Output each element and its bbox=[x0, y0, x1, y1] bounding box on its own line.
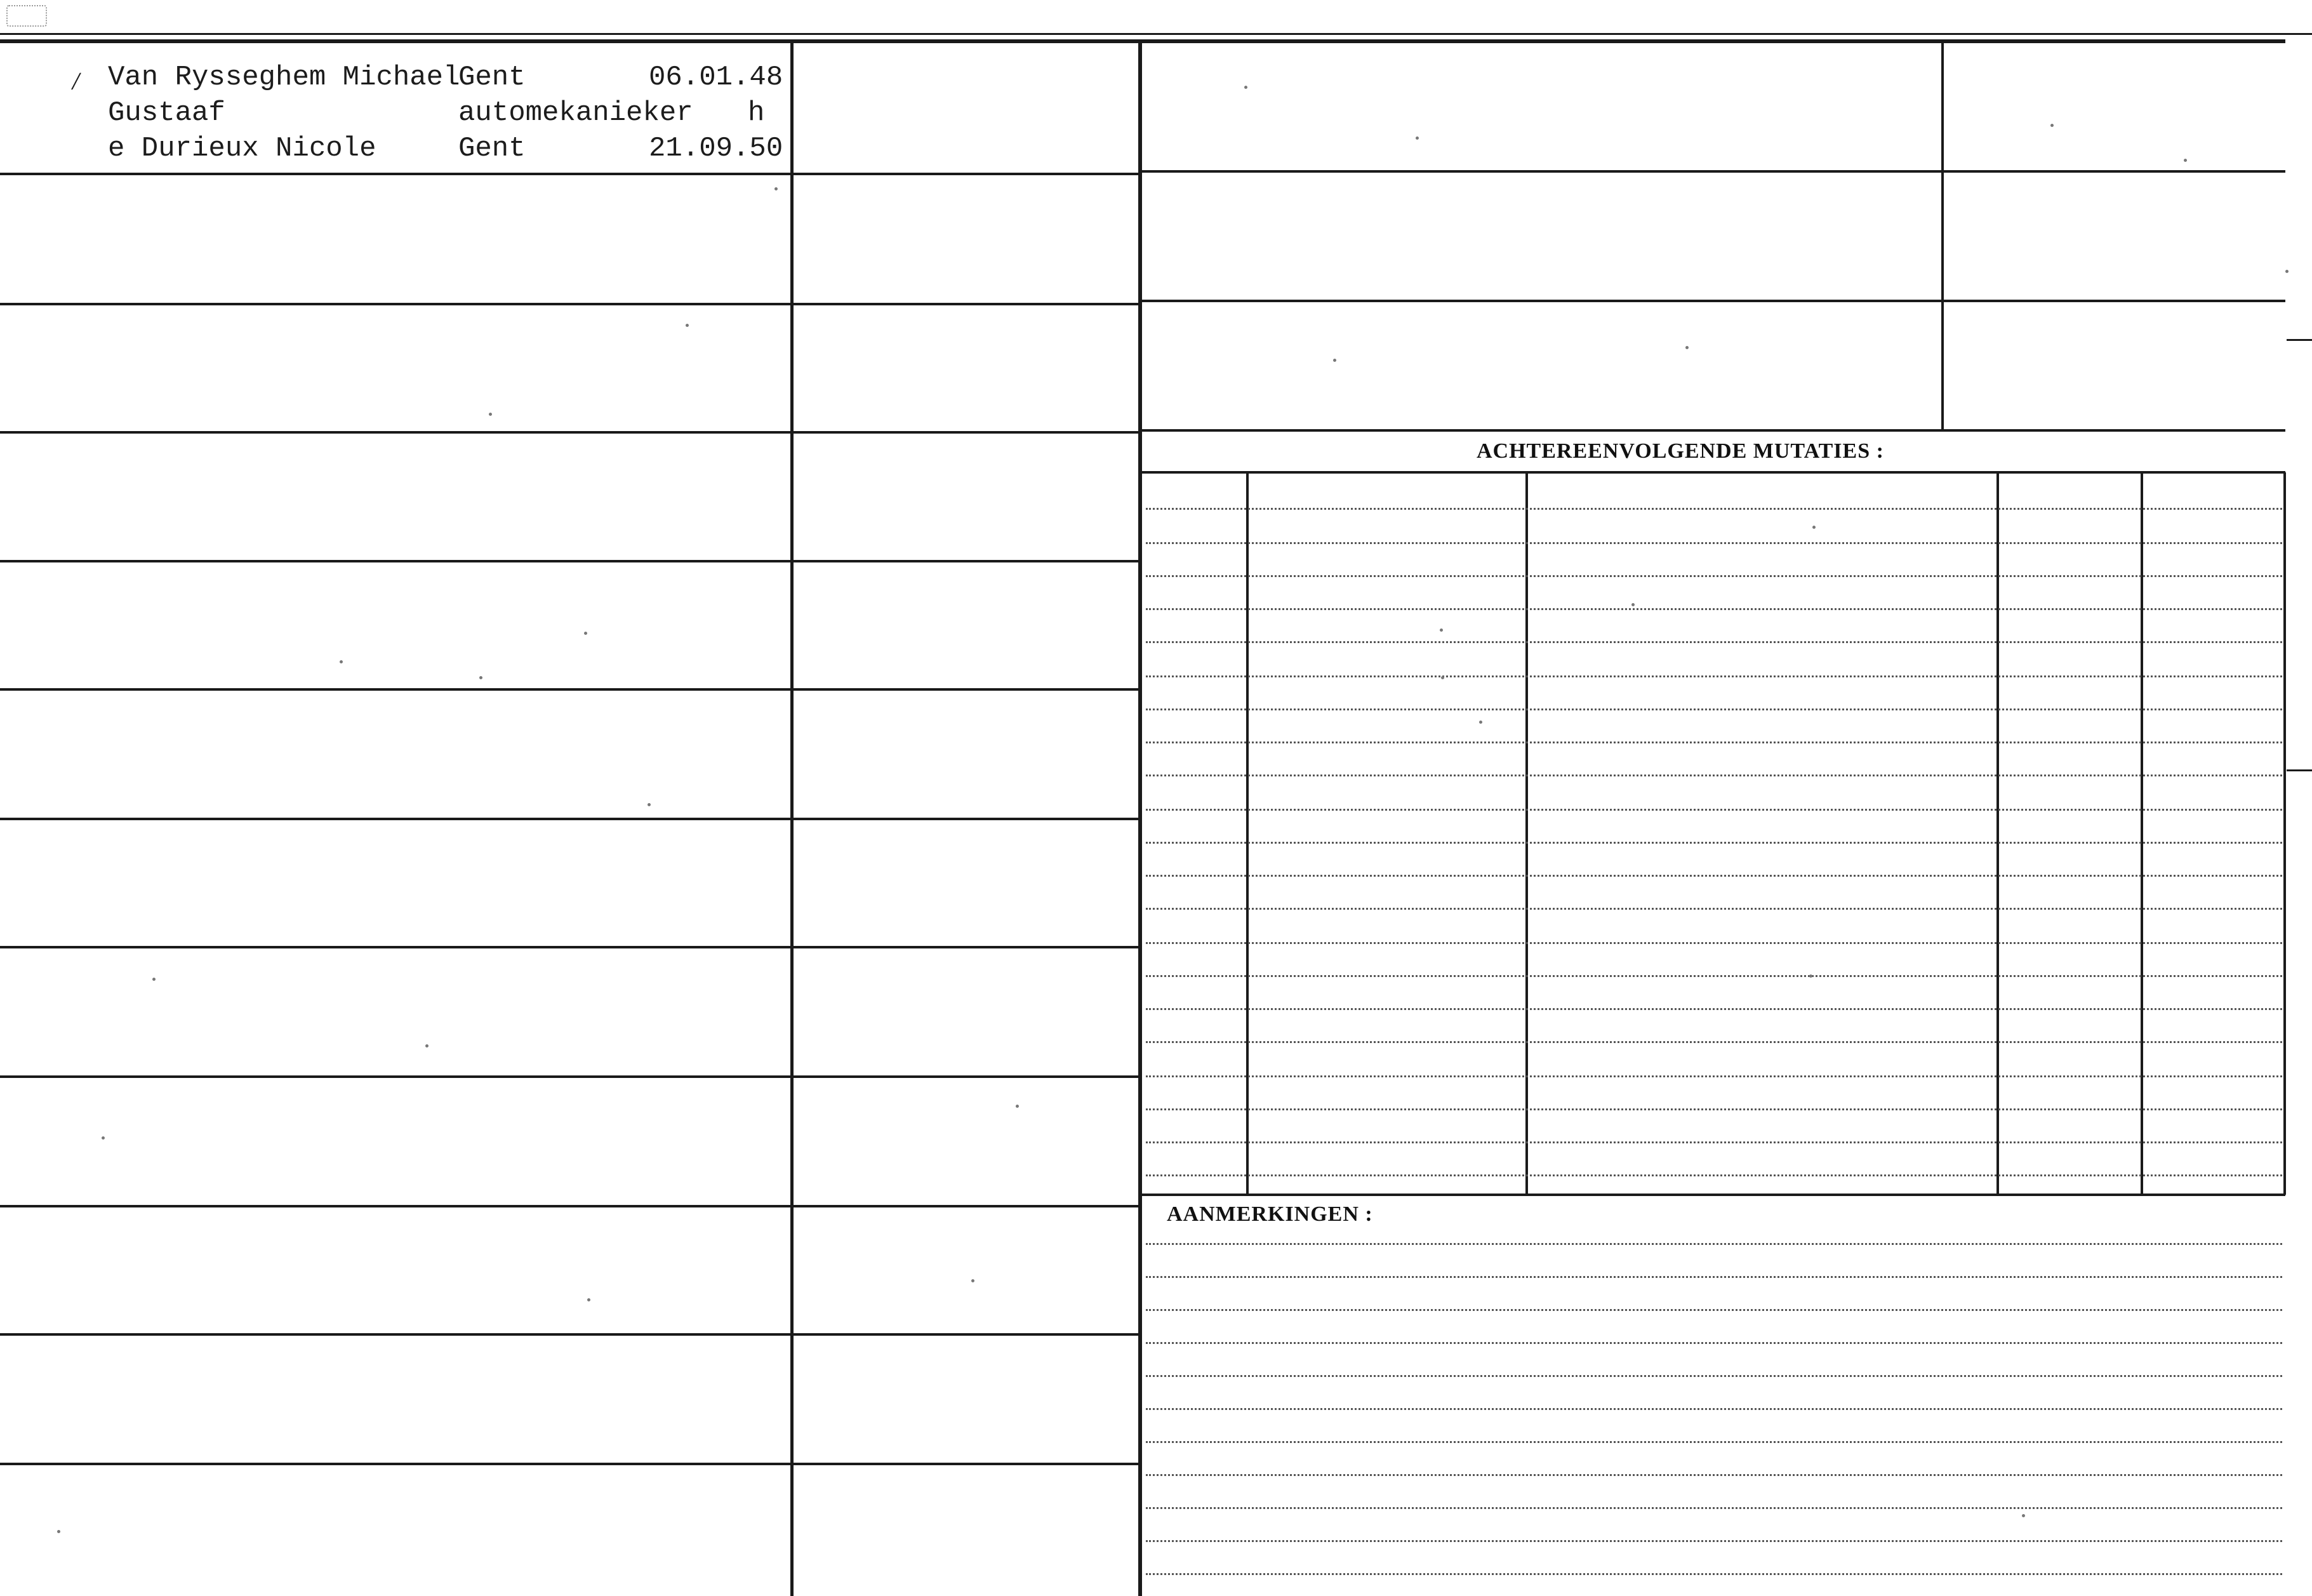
mutation-row-line bbox=[1146, 775, 2282, 776]
speck bbox=[479, 676, 482, 679]
speck bbox=[648, 803, 651, 806]
mutation-row-line bbox=[1146, 942, 2282, 944]
speck bbox=[2050, 124, 2054, 127]
remark-line bbox=[1146, 1540, 2282, 1542]
mutations-heading: ACHTEREENVOLGENDE MUTATIES : bbox=[1477, 439, 1884, 463]
remark-line bbox=[1146, 1408, 2282, 1410]
remark-line bbox=[1146, 1243, 2282, 1245]
upper-right-divider bbox=[1941, 43, 1944, 430]
remark-line bbox=[1146, 1573, 2282, 1575]
mutation-row-line bbox=[1146, 708, 2282, 710]
status-marker: h bbox=[748, 97, 765, 129]
mutation-row-line bbox=[1146, 875, 2282, 877]
speck bbox=[1416, 136, 1419, 140]
mutation-row-line bbox=[1146, 1008, 2282, 1010]
upper-right-row bbox=[1142, 300, 2285, 302]
row-line bbox=[0, 560, 1139, 562]
mutation-row-line bbox=[1146, 675, 2282, 677]
mutation-row-line bbox=[1146, 809, 2282, 811]
speck bbox=[102, 1136, 105, 1140]
speck bbox=[1016, 1105, 1019, 1108]
spouse-birth-date: 21.09.50 bbox=[649, 133, 783, 164]
row-line bbox=[0, 303, 1139, 305]
occupation: automekanieker bbox=[458, 97, 693, 129]
mutation-row-line bbox=[1146, 641, 2282, 643]
entry-check-mark: ⁄ bbox=[69, 69, 84, 98]
remark-line bbox=[1146, 1507, 2282, 1509]
remark-line bbox=[1146, 1375, 2282, 1377]
speck bbox=[2022, 1514, 2025, 1517]
mutations-col-divider bbox=[1246, 472, 1249, 1195]
mutations-col-divider bbox=[1525, 472, 1528, 1195]
upper-right-row bbox=[1142, 170, 2285, 173]
remark-line bbox=[1146, 1309, 2282, 1311]
mutation-row-line bbox=[1146, 575, 2282, 577]
spouse-name: e Durieux Nicole bbox=[108, 133, 376, 164]
speck bbox=[2184, 159, 2187, 162]
speck bbox=[584, 632, 587, 635]
speck bbox=[1685, 346, 1689, 349]
speck bbox=[489, 413, 492, 416]
mutations-top-rule bbox=[1142, 471, 2285, 474]
row-line bbox=[0, 173, 1139, 175]
mutation-row-line bbox=[1146, 1174, 2282, 1176]
speck bbox=[152, 978, 156, 981]
edge-tick bbox=[2287, 339, 2312, 341]
speck bbox=[686, 324, 689, 327]
speck bbox=[774, 187, 778, 190]
speck bbox=[57, 1530, 60, 1533]
upper-right-row bbox=[1142, 429, 2285, 432]
mutation-row-line bbox=[1146, 975, 2282, 977]
speck bbox=[1812, 526, 1816, 529]
speck bbox=[1479, 721, 1482, 724]
birth-date: 06.01.48 bbox=[649, 62, 783, 93]
mutation-row-line bbox=[1146, 542, 2282, 544]
edge-tick bbox=[2287, 769, 2312, 771]
speck bbox=[425, 1044, 429, 1047]
speck bbox=[1440, 628, 1443, 632]
remark-line bbox=[1146, 1276, 2282, 1278]
row-line bbox=[0, 1333, 1139, 1336]
speck bbox=[1809, 974, 1812, 978]
row-line bbox=[0, 1463, 1139, 1465]
speck bbox=[1631, 603, 1635, 606]
remark-line bbox=[1146, 1342, 2282, 1344]
speck bbox=[587, 1298, 590, 1301]
mutation-row-line bbox=[1146, 1141, 2282, 1143]
mutation-row-line bbox=[1146, 508, 2282, 510]
remark-line bbox=[1146, 1474, 2282, 1476]
speck bbox=[971, 1279, 974, 1282]
mutation-row-line bbox=[1146, 741, 2282, 743]
remark-line bbox=[1146, 1441, 2282, 1443]
birth-place: Gent bbox=[458, 62, 526, 93]
mutations-bottom-rule bbox=[1142, 1194, 2285, 1196]
speck bbox=[1333, 359, 1336, 362]
row-line bbox=[0, 1205, 1139, 1207]
mutation-row-line bbox=[1146, 1041, 2282, 1043]
speck bbox=[1441, 676, 1444, 679]
mutations-col-divider bbox=[2141, 472, 2143, 1195]
mutations-col-divider bbox=[1996, 472, 1999, 1195]
top-border-thin bbox=[0, 33, 2312, 35]
person-name: Van Rysseghem Michael bbox=[108, 62, 460, 93]
speck bbox=[1244, 86, 1247, 89]
mutation-row-line bbox=[1146, 1108, 2282, 1110]
speck bbox=[340, 660, 343, 663]
remarks-heading: AANMERKINGEN : bbox=[1167, 1202, 1373, 1226]
mutation-row-line bbox=[1146, 608, 2282, 610]
spouse-birth-place: Gent bbox=[458, 133, 526, 164]
row-line bbox=[0, 431, 1139, 434]
speck bbox=[6, 5, 47, 27]
row-line bbox=[0, 688, 1139, 691]
person-given-name: Gustaaf bbox=[108, 97, 225, 129]
mutation-row-line bbox=[1146, 908, 2282, 910]
row-line bbox=[0, 1075, 1139, 1078]
mutation-row-line bbox=[1146, 842, 2282, 844]
row-line bbox=[0, 818, 1139, 820]
row-line bbox=[0, 946, 1139, 948]
speck bbox=[2285, 270, 2289, 273]
mutation-row-line bbox=[1146, 1075, 2282, 1077]
mutations-col-divider bbox=[2283, 472, 2286, 1195]
